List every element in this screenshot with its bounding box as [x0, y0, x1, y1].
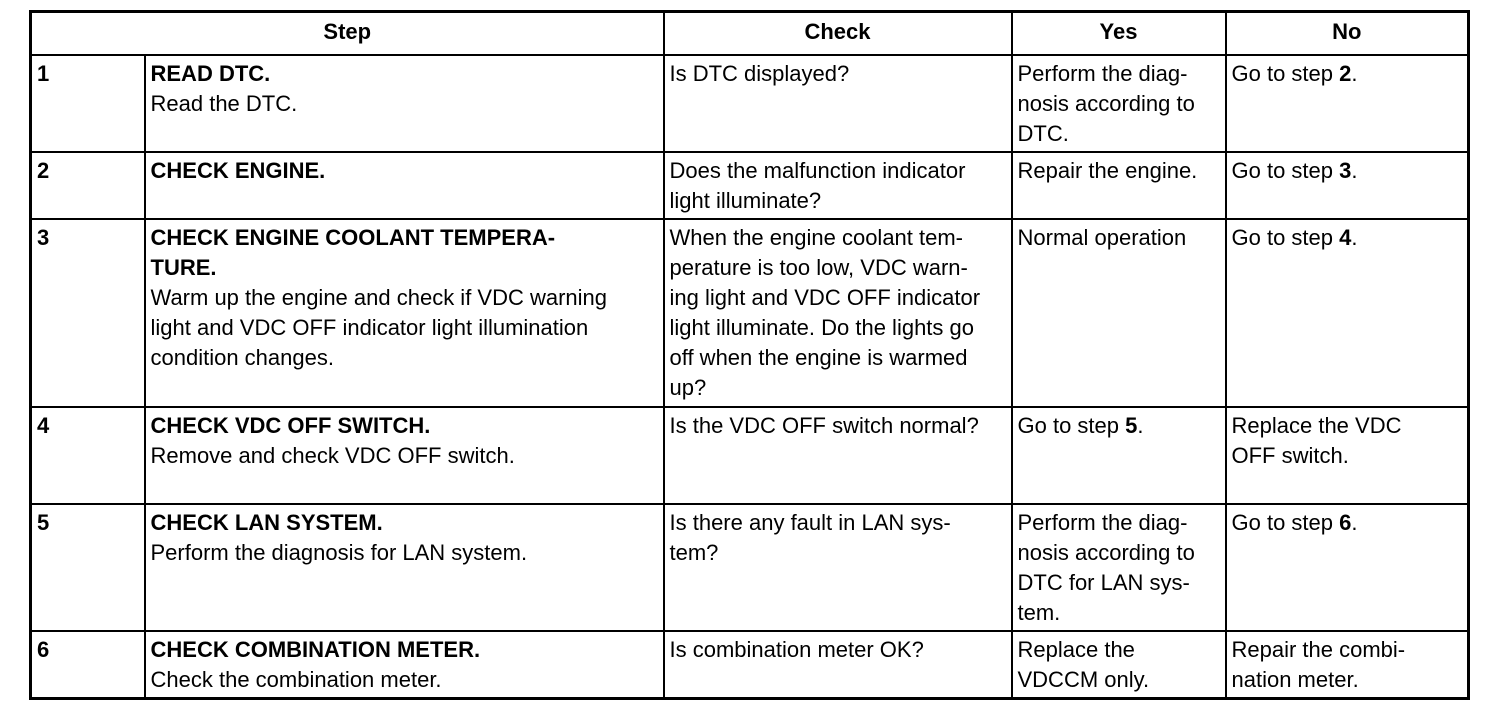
- step-number: 4: [31, 407, 145, 504]
- step-cell: [145, 55, 664, 152]
- no-text-suffix: .: [1351, 510, 1358, 535]
- table-row: [31, 407, 1469, 504]
- no-text: Go to step: [1231, 225, 1340, 250]
- header-step: Step: [31, 12, 664, 56]
- step-number: 3: [31, 219, 145, 407]
- step-title: CHECK LAN SYSTEM.: [150, 510, 383, 535]
- next-step-ref: 5: [1125, 413, 1138, 438]
- step-cell: [145, 504, 664, 631]
- step-title: CHECK ENGINE.: [150, 158, 326, 183]
- yes-cell: [1012, 407, 1226, 504]
- step-title: CHECK COMBINATION METER.: [150, 637, 481, 662]
- next-step-ref: 6: [1339, 510, 1352, 535]
- check-cell: Is the VDC OFF switch normal?: [664, 407, 1012, 504]
- step-title: READ DTC.: [150, 61, 271, 86]
- diagnosis-table: [29, 10, 1470, 700]
- header-yes: Yes: [1012, 12, 1226, 56]
- next-step-ref: 3: [1339, 158, 1352, 183]
- table-row: [31, 504, 1469, 631]
- check-cell: Is there any fault in LAN sys- tem?: [664, 504, 1012, 631]
- step-cell: [145, 407, 664, 504]
- yes-cell: Repair the engine.: [1012, 152, 1226, 219]
- no-text: Go to step: [1231, 158, 1340, 183]
- yes-text-suffix: .: [1137, 413, 1144, 438]
- step-description: Check the combination meter.: [150, 667, 442, 692]
- table-row: [31, 152, 1469, 219]
- yes-cell: Perform the diag- nosis according to DTC.: [1012, 55, 1226, 152]
- no-cell: [1226, 504, 1469, 631]
- table-row: [31, 219, 1469, 407]
- no-text: Go to step: [1231, 510, 1340, 535]
- header-check: Check: [664, 12, 1012, 56]
- step-description: Warm up the engine and check if VDC warning light and VDC OFF indicator light illumination condition changes.: [150, 285, 608, 370]
- step-cell: [145, 152, 664, 219]
- step-number: 1: [31, 55, 145, 152]
- no-text-suffix: .: [1351, 158, 1358, 183]
- check-cell: Is combination meter OK?: [664, 631, 1012, 699]
- step-description: Remove and check VDC OFF switch.: [150, 443, 515, 468]
- no-cell: [1226, 152, 1469, 219]
- check-cell: When the engine coolant tem- perature is too low, VDC warn- ing light and VDC OFF indicator light illuminate. Do the lights go off when the engine is warmed up?: [664, 219, 1012, 407]
- next-step-ref: 2: [1339, 61, 1352, 86]
- yes-text: Go to step: [1017, 413, 1126, 438]
- yes-cell: Perform the diag- nosis according to DTC for LAN sys- tem.: [1012, 504, 1226, 631]
- next-step-ref: 4: [1339, 225, 1352, 250]
- step-number: 6: [31, 631, 145, 699]
- no-cell: [1226, 55, 1469, 152]
- yes-cell: Replace the VDCCM only.: [1012, 631, 1226, 699]
- step-number: 2: [31, 152, 145, 219]
- step-description: Perform the diagnosis for LAN system.: [150, 540, 528, 565]
- header-no: No: [1226, 12, 1469, 56]
- header-row: [31, 12, 1469, 56]
- no-text: Go to step: [1231, 61, 1340, 86]
- step-cell: [145, 631, 664, 699]
- step-title: CHECK ENGINE COOLANT TEMPERA- TURE.: [150, 225, 556, 280]
- table-row: [31, 55, 1469, 152]
- no-text-suffix: .: [1351, 61, 1358, 86]
- step-cell: [145, 219, 664, 407]
- step-title: CHECK VDC OFF SWITCH.: [150, 413, 431, 438]
- check-cell: Is DTC displayed?: [664, 55, 1012, 152]
- step-number: 5: [31, 504, 145, 631]
- table-row: [31, 631, 1469, 699]
- step-description: Read the DTC.: [150, 91, 298, 116]
- no-text-suffix: .: [1351, 225, 1358, 250]
- yes-cell: Normal operation: [1012, 219, 1226, 407]
- no-cell: Repair the combi- nation meter.: [1226, 631, 1469, 699]
- no-cell: Replace the VDC OFF switch.: [1226, 407, 1469, 504]
- check-cell: Does the malfunction indicator light illuminate?: [664, 152, 1012, 219]
- no-cell: [1226, 219, 1469, 407]
